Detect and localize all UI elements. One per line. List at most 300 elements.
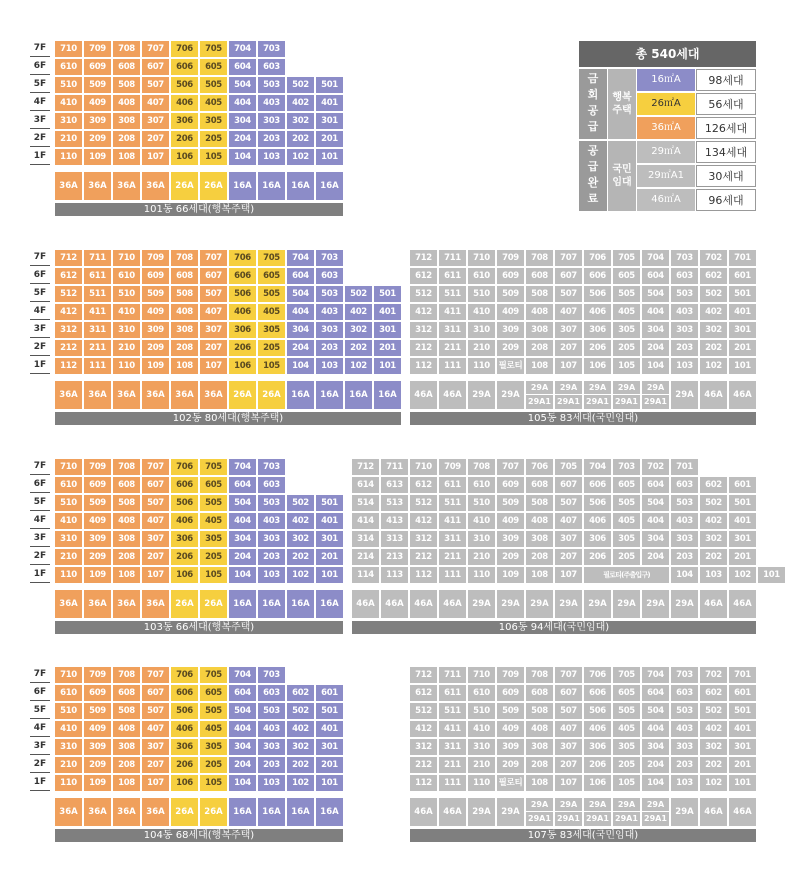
unit-cell: 202 xyxy=(287,549,314,565)
unit-cell: 311 xyxy=(84,322,111,338)
unit-cell: 212 xyxy=(410,340,437,356)
unit-cell: 109 xyxy=(497,567,524,583)
unit-cell: 411 xyxy=(439,304,466,320)
unit-cell: 410 xyxy=(55,513,82,529)
unit-cell: 207 xyxy=(555,340,582,356)
unit-cell: 304 xyxy=(287,322,314,338)
unit-cell: 305 xyxy=(200,113,227,129)
unit-cell: 610 xyxy=(55,477,82,493)
unit-cell: 205 xyxy=(613,549,640,565)
unit-cell: 414 xyxy=(352,513,379,529)
unit-cell: 607 xyxy=(555,685,582,701)
unit-type-label: 29A xyxy=(646,800,665,809)
unit-cell: 302 xyxy=(345,322,372,338)
unit-cell: 206 xyxy=(229,340,256,356)
unit-cell: 206 xyxy=(171,131,198,147)
unit-cell: 206 xyxy=(171,549,198,565)
unit-cell: 301 xyxy=(729,531,756,547)
unit-cell: 406 xyxy=(584,513,611,529)
unit-cell: 109 xyxy=(84,775,111,791)
unit-type-cell: 29A xyxy=(497,590,524,618)
summary-count-46: 96세대 xyxy=(696,189,756,211)
unit-cell: 503 xyxy=(258,703,285,719)
unit-cell: 706 xyxy=(584,250,611,266)
unit-cell: 710 xyxy=(55,41,82,57)
unit-cell: 708 xyxy=(113,459,140,475)
unit-cell: 306 xyxy=(171,531,198,547)
floor-label-5f: 5F xyxy=(30,495,50,511)
unit-cell: 708 xyxy=(113,41,140,57)
unit-type-label: 29A xyxy=(559,383,578,392)
unit-cell: 108 xyxy=(171,358,198,374)
unit-cell: 209 xyxy=(84,757,111,773)
unit-type-label: 29A xyxy=(588,383,607,392)
unit-cell: 508 xyxy=(113,495,140,511)
unit-cell: 608 xyxy=(113,477,140,493)
unit-cell: 103 xyxy=(258,567,285,583)
unit-cell: 512 xyxy=(410,703,437,719)
unit-cell: 102 xyxy=(700,775,727,791)
unit-cell: 208 xyxy=(171,340,198,356)
unit-cell: 705 xyxy=(555,459,582,475)
unit-cell: 609 xyxy=(497,477,524,493)
summary-group-current: 금 회 공 급 xyxy=(579,69,607,139)
unit-cell: 307 xyxy=(142,531,169,547)
unit-cell: 305 xyxy=(613,322,640,338)
unit-cell: 613 xyxy=(381,477,408,493)
unit-cell: 710 xyxy=(468,250,495,266)
unit-cell: 304 xyxy=(642,322,669,338)
unit-cell: 209 xyxy=(84,549,111,565)
unit-cell: 303 xyxy=(258,531,285,547)
unit-cell: 707 xyxy=(142,459,169,475)
unit-cell: 108 xyxy=(526,567,553,583)
unit-cell: 703 xyxy=(613,459,640,475)
unit-cell: 703 xyxy=(258,41,285,57)
unit-cell: 206 xyxy=(584,340,611,356)
unit-cell: 311 xyxy=(439,739,466,755)
unit-cell: 103 xyxy=(671,775,698,791)
unit-cell: 408 xyxy=(113,721,140,737)
unit-cell: 208 xyxy=(113,757,140,773)
unit-cell: 302 xyxy=(287,531,314,547)
unit-cell: 502 xyxy=(700,495,727,511)
unit-cell: 209 xyxy=(142,340,169,356)
unit-cell: 407 xyxy=(555,721,582,737)
unit-cell: 601 xyxy=(729,685,756,701)
unit-type-cell: 46A xyxy=(410,798,437,826)
unit-cell: 507 xyxy=(555,703,582,719)
unit-cell: 203 xyxy=(258,757,285,773)
unit-cell: 102 xyxy=(700,358,727,374)
unit-cell: 501 xyxy=(316,77,343,93)
unit-cell: 609 xyxy=(497,685,524,701)
summary-area-29: 29㎡A xyxy=(637,141,695,163)
unit-cell: 506 xyxy=(584,495,611,511)
unit-type-cell: 29A xyxy=(526,590,553,618)
summary-count-29a1: 30세대 xyxy=(696,165,756,187)
unit-type-cell: 46A xyxy=(439,590,466,618)
unit-cell: 701 xyxy=(671,459,698,475)
unit-cell: 409 xyxy=(84,95,111,111)
unit-type-cell xyxy=(584,381,611,409)
floor-label-3f: 3F xyxy=(30,322,50,338)
unit-type-cell: 29A xyxy=(671,381,698,409)
unit-type-cell xyxy=(555,381,582,409)
unit-cell: 608 xyxy=(526,268,553,284)
unit-type-cell: 36A xyxy=(142,172,169,200)
unit-type-cell xyxy=(613,381,640,409)
unit-cell: 702 xyxy=(700,667,727,683)
unit-cell: 203 xyxy=(671,340,698,356)
unit-cell: 211 xyxy=(84,340,111,356)
floor-label-1f: 1F xyxy=(30,149,50,165)
unit-type-cell: 36A xyxy=(142,381,169,409)
unit-cell: 508 xyxy=(526,703,553,719)
unit-cell: 101 xyxy=(729,358,756,374)
unit-cell: 212 xyxy=(410,549,437,565)
unit-cell: 403 xyxy=(258,721,285,737)
unit-cell: 201 xyxy=(729,757,756,773)
unit-cell: 501 xyxy=(729,495,756,511)
unit-type-label: 29A xyxy=(530,383,549,392)
unit-cell: 207 xyxy=(200,340,227,356)
unit-cell: 110 xyxy=(113,358,140,374)
unit-cell: 510 xyxy=(55,495,82,511)
floor-label-3f: 3F xyxy=(30,113,50,129)
unit-cell: 611 xyxy=(84,268,111,284)
unit-cell: 607 xyxy=(555,268,582,284)
unit-cell: 211 xyxy=(439,549,466,565)
unit-cell: 609 xyxy=(142,268,169,284)
unit-cell: 307 xyxy=(200,322,227,338)
unit-cell: 610 xyxy=(55,59,82,75)
unit-cell: 304 xyxy=(229,113,256,129)
unit-cell: 508 xyxy=(113,703,140,719)
unit-cell: 507 xyxy=(200,286,227,302)
unit-cell: 307 xyxy=(555,531,582,547)
unit-cell: 504 xyxy=(642,703,669,719)
unit-cell: 204 xyxy=(642,757,669,773)
unit-cell: 306 xyxy=(584,322,611,338)
unit-cell: 405 xyxy=(258,304,285,320)
unit-type-cell: 26A xyxy=(171,590,198,618)
unit-cell: 407 xyxy=(555,513,582,529)
unit-cell: 701 xyxy=(729,667,756,683)
unit-type-cell: 46A xyxy=(439,381,466,409)
unit-cell: 201 xyxy=(729,549,756,565)
unit-cell: 612 xyxy=(410,477,437,493)
unit-cell: 409 xyxy=(84,721,111,737)
unit-type-cell xyxy=(642,381,669,409)
unit-cell: 104 xyxy=(229,149,256,165)
unit-cell: 507 xyxy=(142,77,169,93)
unit-cell: 611 xyxy=(439,477,466,493)
unit-cell: 206 xyxy=(584,757,611,773)
unit-cell: 603 xyxy=(258,59,285,75)
unit-cell: 205 xyxy=(200,549,227,565)
floor-label-5f: 5F xyxy=(30,77,50,93)
summary-area-26: 26㎡A xyxy=(637,93,695,115)
unit-cell: 704 xyxy=(229,667,256,683)
unit-cell: 505 xyxy=(200,495,227,511)
unit-cell: 112 xyxy=(410,775,437,791)
unit-cell: 209 xyxy=(497,757,524,773)
unit-cell: 303 xyxy=(258,113,285,129)
unit-cell: 610 xyxy=(468,477,495,493)
unit-cell: 104 xyxy=(642,358,669,374)
unit-cell: 102 xyxy=(287,149,314,165)
unit-cell: 601 xyxy=(316,685,343,701)
unit-cell: 304 xyxy=(229,531,256,547)
unit-cell: 205 xyxy=(200,131,227,147)
unit-cell: 111 xyxy=(439,358,466,374)
unit-cell: 304 xyxy=(229,739,256,755)
unit-cell: 706 xyxy=(171,41,198,57)
unit-cell: 405 xyxy=(613,721,640,737)
unit-cell: 703 xyxy=(671,250,698,266)
unit-cell: 502 xyxy=(287,77,314,93)
unit-cell: 712 xyxy=(410,250,437,266)
unit-cell: 111 xyxy=(84,358,111,374)
unit-cell: 710 xyxy=(55,667,82,683)
unit-cell: 303 xyxy=(671,531,698,547)
unit-type-cell: 36A xyxy=(55,590,82,618)
unit-cell: 306 xyxy=(171,113,198,129)
unit-cell: 603 xyxy=(671,477,698,493)
unit-cell: 607 xyxy=(142,477,169,493)
unit-cell: 606 xyxy=(171,59,198,75)
unit-cell: 708 xyxy=(113,667,140,683)
unit-cell: 113 xyxy=(381,567,408,583)
unit-cell: 111 xyxy=(439,567,466,583)
unit-cell: 408 xyxy=(526,513,553,529)
unit-cell: 402 xyxy=(700,304,727,320)
unit-cell: 205 xyxy=(613,757,640,773)
unit-cell: 505 xyxy=(258,286,285,302)
floor-label-4f: 4F xyxy=(30,304,50,320)
unit-cell: 501 xyxy=(316,703,343,719)
unit-cell: 602 xyxy=(700,477,727,493)
unit-cell: 609 xyxy=(497,268,524,284)
unit-type-cell: 46A xyxy=(700,590,727,618)
unit-type-cell: 16A xyxy=(229,590,256,618)
unit-cell: 512 xyxy=(55,286,82,302)
unit-cell: 514 xyxy=(352,495,379,511)
unit-cell: 610 xyxy=(113,268,140,284)
unit-cell: 304 xyxy=(642,739,669,755)
unit-cell: 210 xyxy=(468,549,495,565)
unit-type-label: 29A1 xyxy=(642,394,669,408)
floor-label-6f: 6F xyxy=(30,59,50,75)
unit-cell: 506 xyxy=(584,703,611,719)
building-caption: 105동 83세대(국민임대) xyxy=(410,412,756,425)
unit-cell: 709 xyxy=(84,459,111,475)
unit-cell: 704 xyxy=(642,667,669,683)
unit-cell: 410 xyxy=(55,721,82,737)
unit-cell: 606 xyxy=(584,477,611,493)
building-caption: 104동 68세대(행복주택) xyxy=(55,829,343,842)
unit-type-cell xyxy=(642,798,669,826)
unit-cell: 411 xyxy=(439,721,466,737)
unit-cell: 303 xyxy=(316,322,343,338)
unit-cell: 707 xyxy=(142,41,169,57)
unit-type-cell: 26A xyxy=(258,381,285,409)
unit-cell: 704 xyxy=(584,459,611,475)
unit-cell: 609 xyxy=(84,59,111,75)
unit-cell: 510 xyxy=(113,286,140,302)
unit-type-cell: 26A xyxy=(200,798,227,826)
unit-cell: 407 xyxy=(142,721,169,737)
unit-cell: 103 xyxy=(671,358,698,374)
unit-type-cell: 16A xyxy=(287,798,314,826)
unit-cell: 502 xyxy=(345,286,372,302)
unit-type-cell: 36A xyxy=(55,172,82,200)
unit-cell: 208 xyxy=(526,549,553,565)
floor-label-6f: 6F xyxy=(30,477,50,493)
unit-cell: 202 xyxy=(700,757,727,773)
unit-cell: 712 xyxy=(352,459,379,475)
unit-cell: 505 xyxy=(200,77,227,93)
unit-cell: 313 xyxy=(381,531,408,547)
unit-cell: 410 xyxy=(468,304,495,320)
unit-cell: 510 xyxy=(55,703,82,719)
unit-cell: 401 xyxy=(729,304,756,320)
unit-cell: 601 xyxy=(729,268,756,284)
unit-cell: 507 xyxy=(142,703,169,719)
unit-cell: 707 xyxy=(142,667,169,683)
unit-cell: 610 xyxy=(55,685,82,701)
unit-type-cell: 36A xyxy=(200,381,227,409)
floor-label-5f: 5F xyxy=(30,703,50,719)
unit-cell: 312 xyxy=(410,739,437,755)
unit-cell: 602 xyxy=(700,268,727,284)
unit-cell: 312 xyxy=(410,322,437,338)
unit-cell: 409 xyxy=(142,304,169,320)
unit-cell: 108 xyxy=(113,149,140,165)
unit-type-cell: 16A xyxy=(229,172,256,200)
unit-type-cell: 36A xyxy=(84,798,111,826)
unit-type-cell: 16A xyxy=(229,798,256,826)
unit-type-cell: 29A xyxy=(555,590,582,618)
unit-cell: 202 xyxy=(287,757,314,773)
unit-cell: 709 xyxy=(497,250,524,266)
unit-type-cell: 16A xyxy=(374,381,401,409)
unit-cell: 502 xyxy=(287,495,314,511)
floor-label-3f: 3F xyxy=(30,739,50,755)
unit-cell: 607 xyxy=(142,685,169,701)
unit-cell: 705 xyxy=(613,250,640,266)
unit-type-cell: 29A xyxy=(497,381,524,409)
unit-cell: 403 xyxy=(671,721,698,737)
unit-cell: 705 xyxy=(200,667,227,683)
floor-label-1f: 1F xyxy=(30,775,50,791)
unit-type-cell: 36A xyxy=(55,381,82,409)
unit-type-cell: 16A xyxy=(287,172,314,200)
unit-cell: 511 xyxy=(84,286,111,302)
unit-cell: 604 xyxy=(229,477,256,493)
unit-cell: 101 xyxy=(758,567,785,583)
summary-area-16: 16㎡A xyxy=(637,69,695,91)
unit-cell: 209 xyxy=(497,549,524,565)
unit-cell: 401 xyxy=(729,513,756,529)
floor-label-1f: 1F xyxy=(30,567,50,583)
unit-cell: 507 xyxy=(142,495,169,511)
floor-label-6f: 6F xyxy=(30,685,50,701)
unit-cell: 708 xyxy=(526,667,553,683)
unit-cell: 406 xyxy=(229,304,256,320)
unit-cell: 205 xyxy=(200,757,227,773)
unit-cell: 612 xyxy=(410,268,437,284)
unit-type-cell: 29A xyxy=(468,590,495,618)
unit-type-cell: 36A xyxy=(113,381,140,409)
unit-cell: 501 xyxy=(729,703,756,719)
unit-cell: 708 xyxy=(526,250,553,266)
unit-type-cell: 16A xyxy=(316,798,343,826)
unit-cell: 104 xyxy=(671,567,698,583)
unit-cell: 302 xyxy=(287,113,314,129)
unit-cell: 308 xyxy=(171,322,198,338)
floor-label-7f: 7F xyxy=(30,459,50,475)
unit-cell: 306 xyxy=(584,531,611,547)
unit-cell: 506 xyxy=(171,495,198,511)
unit-cell: 702 xyxy=(700,250,727,266)
unit-cell: 705 xyxy=(613,667,640,683)
unit-type-cell: 16A xyxy=(345,381,372,409)
unit-cell: 206 xyxy=(171,757,198,773)
unit-cell: 608 xyxy=(526,477,553,493)
unit-cell: 504 xyxy=(287,286,314,302)
unit-cell: 513 xyxy=(381,495,408,511)
unit-cell: 107 xyxy=(142,149,169,165)
unit-cell: 401 xyxy=(316,721,343,737)
unit-cell: 203 xyxy=(671,757,698,773)
unit-type-cell: 16A xyxy=(258,798,285,826)
unit-type-cell: 46A xyxy=(700,381,727,409)
unit-cell: 504 xyxy=(229,77,256,93)
unit-cell: 310 xyxy=(55,739,82,755)
unit-cell: 101 xyxy=(374,358,401,374)
unit-cell: 411 xyxy=(439,513,466,529)
unit-type-cell: 29A xyxy=(613,590,640,618)
unit-cell: 707 xyxy=(497,459,524,475)
unit-cell: 필로티 xyxy=(497,775,524,791)
unit-cell: 204 xyxy=(642,549,669,565)
unit-cell: 110 xyxy=(55,567,82,583)
unit-cell: 110 xyxy=(468,567,495,583)
unit-type-cell: 16A xyxy=(316,381,343,409)
unit-cell: 202 xyxy=(700,549,727,565)
unit-cell: 501 xyxy=(316,495,343,511)
unit-cell: 604 xyxy=(229,59,256,75)
unit-type-cell: 16A xyxy=(258,590,285,618)
unit-type-label: 29A1 xyxy=(584,811,611,825)
unit-cell: 605 xyxy=(200,59,227,75)
unit-cell: 605 xyxy=(258,268,285,284)
unit-cell: 409 xyxy=(497,721,524,737)
unit-cell: 206 xyxy=(584,549,611,565)
unit-type-cell: 46A xyxy=(410,381,437,409)
unit-cell: 401 xyxy=(729,721,756,737)
unit-cell: 509 xyxy=(84,77,111,93)
unit-type-label: 29A xyxy=(530,800,549,809)
unit-type-label: 29A xyxy=(559,800,578,809)
unit-cell: 104 xyxy=(229,567,256,583)
floor-label-7f: 7F xyxy=(30,41,50,57)
unit-cell: 102 xyxy=(287,775,314,791)
unit-cell: 503 xyxy=(671,495,698,511)
unit-cell: 307 xyxy=(142,113,169,129)
